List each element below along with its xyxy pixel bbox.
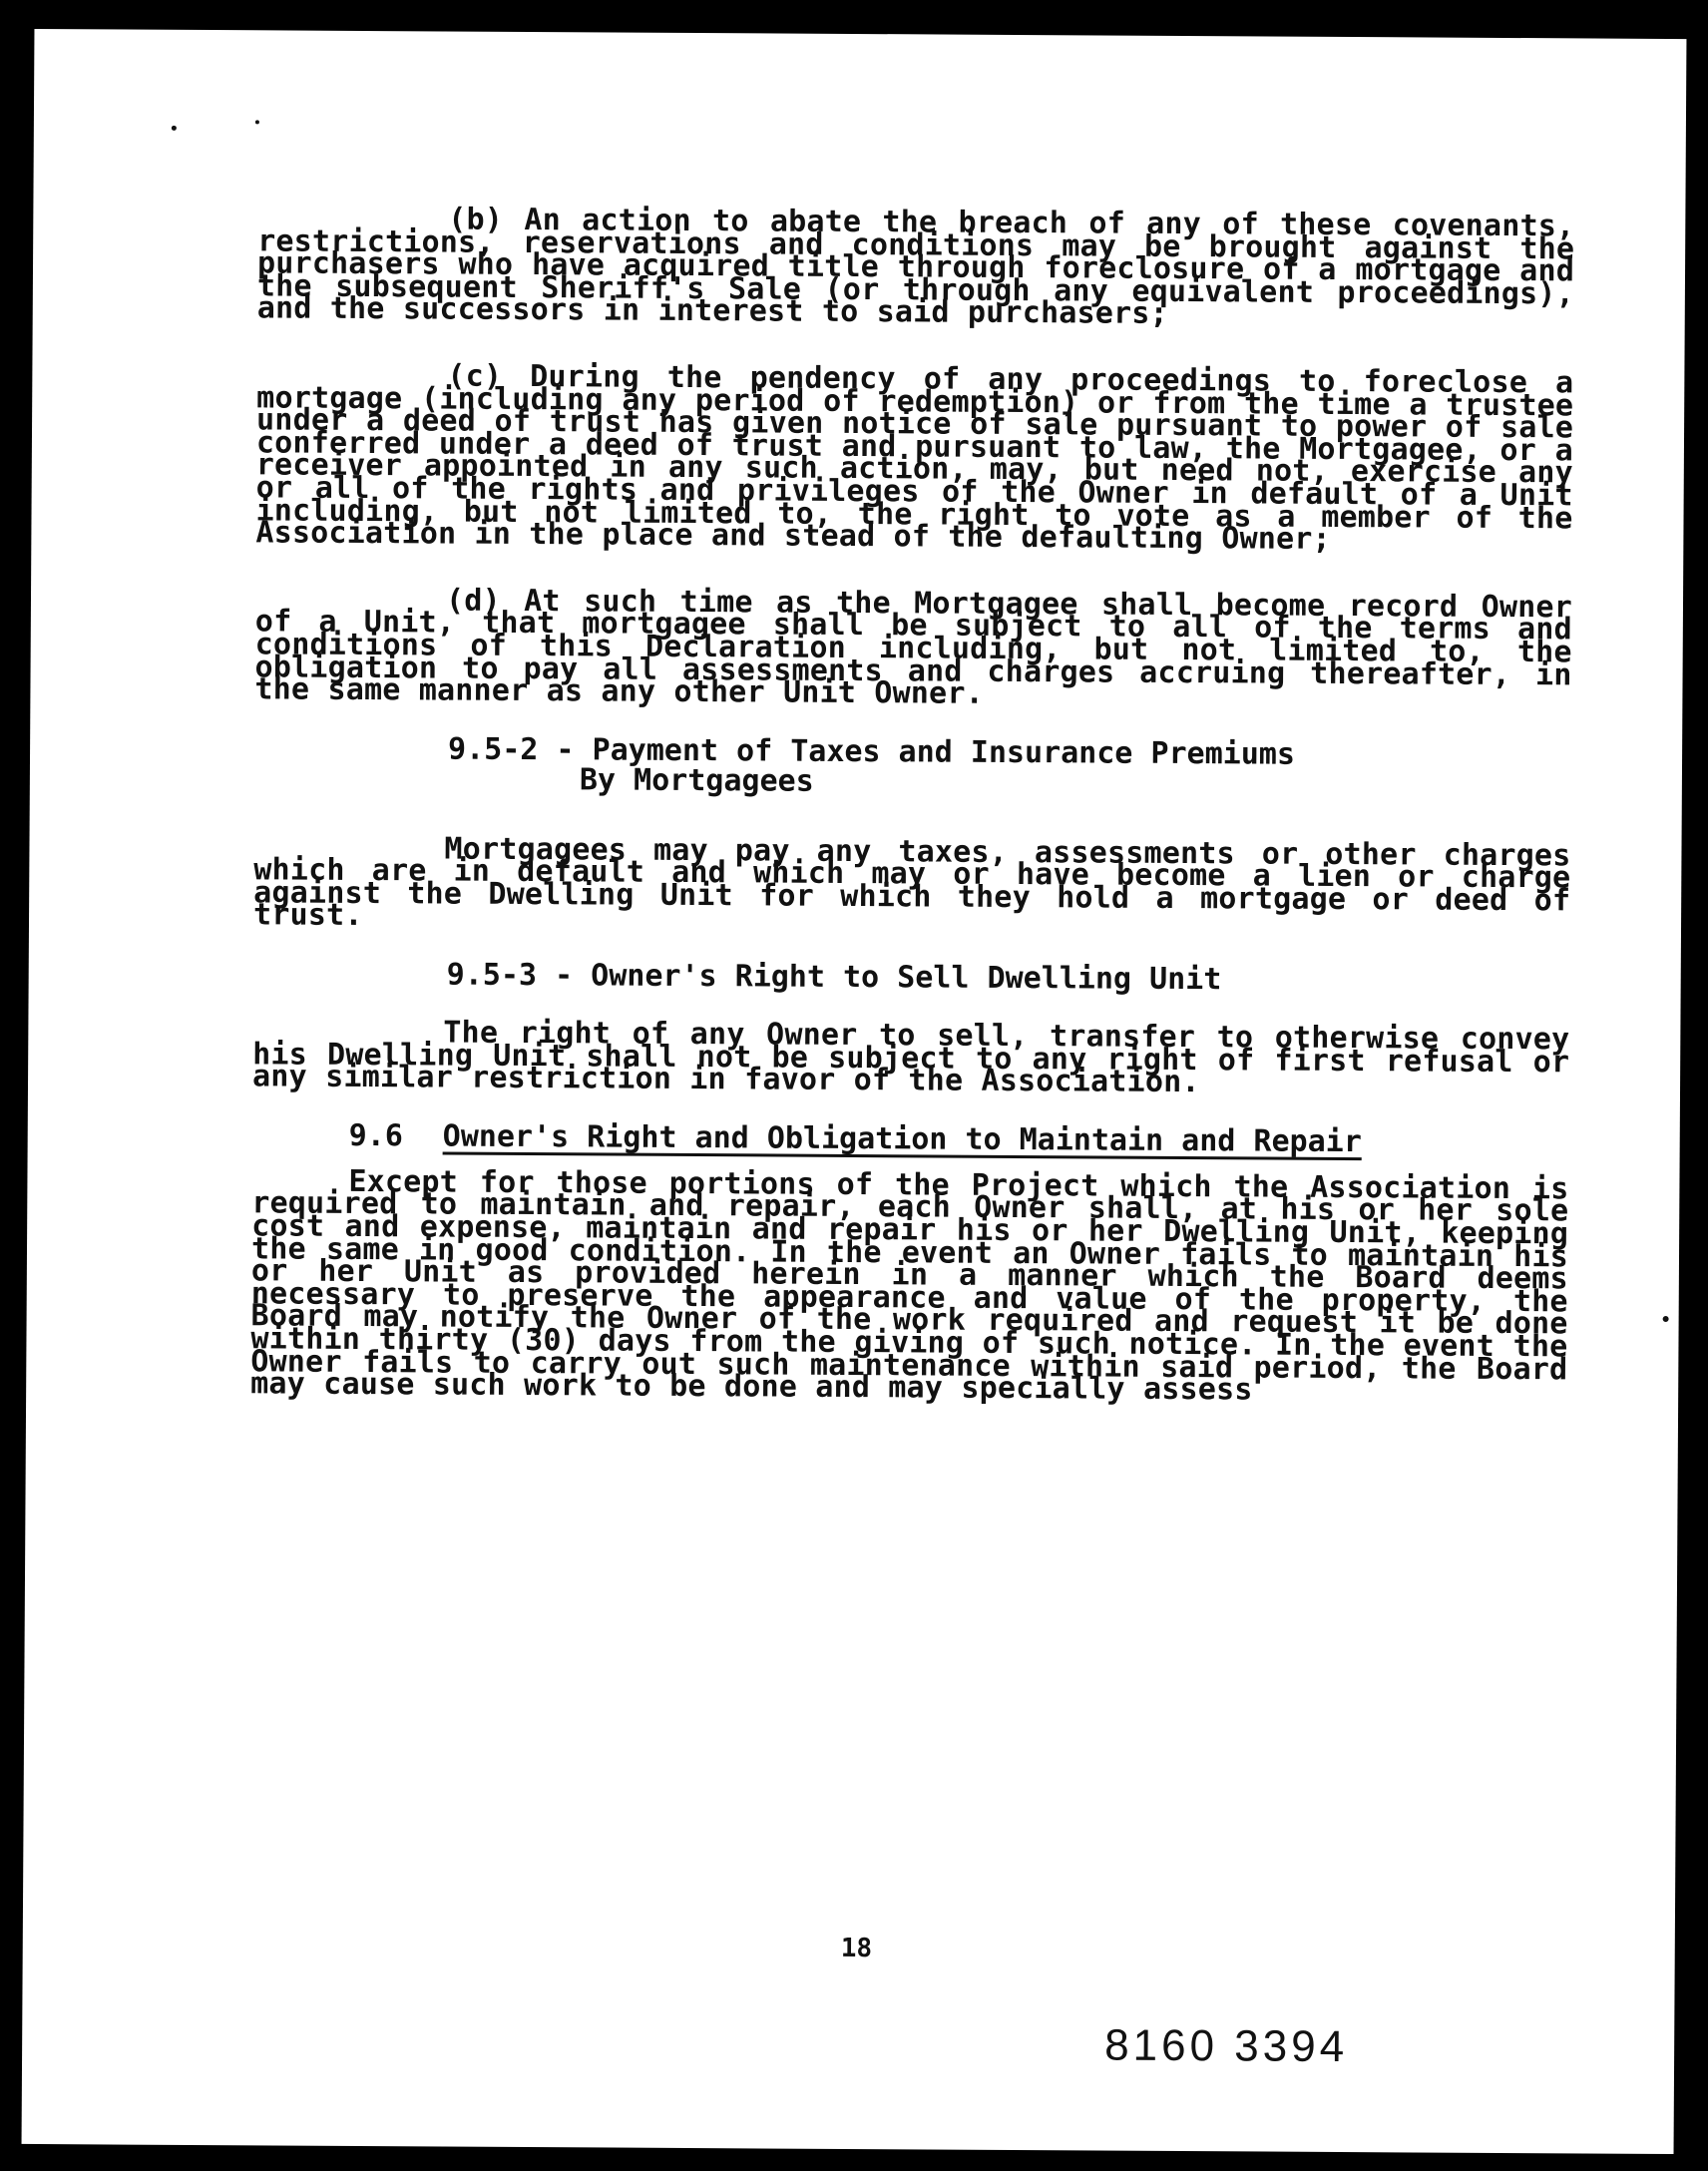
section-9-5-2-heading-line2: By Mortgagees bbox=[579, 762, 814, 799]
paragraph-c: (c) During the pendency of any proceedings to foreclose a mortgage (including any period of redemption) or from the time a trustee under a deed of trust has given notice of sale pursuant to power of sale conferred under a deed of trust and pursuant to law, the Mortgagee, or a receiver appointed in any such action, may, but need not, exercise any or all of the rights and privileges of the Owner in default of a Unit including, but not limited to, the right to vote as a member of the Association in the place and stead of the defaulting Owner; bbox=[255, 358, 1574, 558]
document-body bbox=[250, 202, 1575, 1408]
section-9-5-2-body: Mortgagees may pay any taxes, assessments or other charges which are in default and which may or have become a lien or charge against the Dwelling Unit for which they hold a mortgage or deed of trust. bbox=[252, 831, 1571, 934]
paragraph-b: (b) An action to abate the breach of any of these covenants, restrictions, reservations and conditions may be brought against the purchasers who have acquired title through foreclosure of a mortgage and the subsequent Sheriff's Sale (or through any equivalent proceedings), and the successors in interest to said purchasers; bbox=[256, 202, 1575, 332]
scan-speck bbox=[255, 120, 259, 124]
scan-speck bbox=[1663, 1316, 1669, 1322]
paragraph-d: (d) At such time as the Mortgagee shall become record Owner of a Unit, that mortgagee shall be subject to all of the terms and conditions of this Declaration including, but not limited to, the obligation to pay all assessments and charges accruing thereafter, in the same manner as any other Unit Owner. bbox=[254, 583, 1573, 711]
section-9-5-3-body: The right of any Owner to sell, transfer to otherwise convey his Dwelling Unit shall not be subject to any right of first refusal or any similar restriction in favor of the Association. bbox=[251, 1015, 1570, 1100]
page-number: 18 bbox=[840, 1933, 873, 1964]
section-9-5-2-heading-line1: 9.5-2 - Payment of Taxes and Insurance Premiums bbox=[447, 731, 1296, 772]
document-page bbox=[22, 29, 1687, 2154]
section-9-6-body: Except for those portions of the Project which the Association is required to maintain and repair, each Owner shall, at his or her sole cost and expense, maintain and repair his or her Dwelling Unit, keeping the same in good condition. In the event an Owner fails to maintain his or her Unit as provided herein in a manner which the Board deems necessary to preserve the appearance and value of the property, the Board may notify the Owner of the work required and request it be done within thirty (30) days from the giving of such notice. In the event the Owner fails to carry out such maintenance within said period, the Board may cause such work to be done and may specially assess bbox=[250, 1163, 1569, 1408]
section-9-5-3-heading: 9.5-3 - Owner's Right to Sell Dwelling Unit bbox=[446, 957, 1222, 998]
section-9-5-2-heading bbox=[254, 733, 1571, 801]
scan-speck bbox=[172, 126, 177, 131]
section-9-6-number: 9.6 bbox=[348, 1117, 404, 1154]
section-9-6-title: Owner's Right and Obligation to Maintain and Repair bbox=[442, 1118, 1362, 1159]
document-code: 8160 3394 bbox=[1104, 2020, 1349, 2072]
